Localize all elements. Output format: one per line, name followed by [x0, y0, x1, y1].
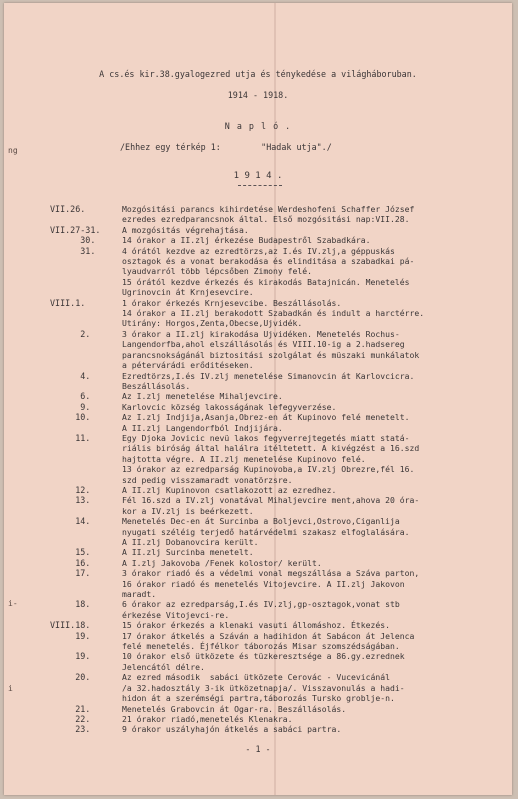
entry-line: Ugrinovcin át Krnjesevcire.	[122, 287, 254, 298]
entry-line: Menetelés Grabovcin át Ogar-ra. Beszállásolás.	[122, 703, 347, 714]
diary-entry	[50, 599, 512, 620]
entry-text	[122, 568, 512, 599]
diary-entry	[50, 329, 512, 371]
entry-line: Utirány: Horgos,Zenta,Obecse,Ujvidék.	[122, 318, 303, 329]
entry-date: VIII.1.	[50, 297, 86, 308]
entry-line: Az I.zlj menetelése Mihaljevcire.	[122, 391, 283, 402]
entry-line: Karlovcic község lakosságának lefegyverzése.	[122, 401, 337, 412]
entry-text	[122, 412, 512, 433]
entry-line: hajtotta végre. A II.zlj menetelése Kupinovo felé.	[122, 453, 366, 464]
entry-date: 22.	[50, 713, 91, 724]
entry-line: Langendorfba,ahol elszállásolás és VIII.10-ig a 2.hadsereg	[122, 339, 405, 350]
entry-line: A II.zlj Dobanovcira került.	[122, 537, 259, 547]
diary-entry	[50, 225, 512, 235]
entry-text	[122, 371, 512, 392]
diary-entry	[50, 485, 512, 495]
diary-entry	[50, 651, 512, 672]
entry-text	[122, 391, 512, 401]
entry-date: 30.	[50, 235, 96, 246]
entry-line: A mozgósitás végrehajtása.	[122, 224, 249, 235]
diary-entry	[50, 391, 512, 401]
entry-line: maradt.	[122, 589, 157, 600]
entry-date: 10.	[50, 412, 91, 423]
entry-text	[122, 235, 512, 245]
map-note: /Ehhez egy térkép 1: "Hadak utja"./	[120, 142, 332, 152]
entry-date: 20.	[50, 672, 91, 683]
entry-line: Jelencától délre.	[122, 661, 205, 672]
page-number: - 1 -	[245, 744, 271, 754]
entry-line: 16 órakor riadó és menetelés Vitojevcire. A II.zlj Jakovon	[122, 578, 405, 589]
diary-entry	[50, 620, 512, 630]
year-underline	[238, 185, 282, 186]
entry-date: 12.	[50, 484, 91, 495]
entry-text	[122, 620, 512, 630]
entry-line: A II.zlj Surcinba menetelt.	[122, 547, 254, 558]
diary-entry	[50, 204, 512, 225]
diary-entry	[50, 558, 512, 568]
entry-text	[122, 246, 512, 298]
entry-line: 3 órakor riadó és a védelmi vonal megszállása a Száva parton,	[122, 568, 420, 579]
entry-text	[122, 631, 512, 652]
entry-line: Mozgósitási parancs kihirdetése Werdeshofeni Schaffer József	[122, 204, 415, 214]
diary-entry	[50, 724, 512, 734]
entry-text	[122, 329, 512, 371]
entry-date: 18.	[50, 599, 91, 610]
entry-line: A II.zlj Kupinovon csatlakozott az ezredhez.	[122, 484, 337, 495]
entry-text	[122, 495, 512, 516]
entry-line: Menetelés Dec-en át Surcinba a Boljevci,Ostrovo,Ciganlija	[122, 516, 400, 527]
entry-date: 19.	[50, 651, 91, 662]
entry-date: 2.	[50, 328, 91, 339]
entry-line: A II.zlj Langendorfból Indjijára.	[122, 422, 283, 433]
diary-entry	[50, 547, 512, 557]
diary-entry	[50, 495, 512, 516]
entry-line: a pétervárádi erőditéseken.	[122, 360, 254, 371]
entry-date: 14.	[50, 516, 91, 527]
entry-date: 23.	[50, 724, 91, 735]
entry-line: érkezése Vitojevci-re.	[122, 609, 230, 620]
entry-text	[122, 225, 512, 235]
entry-date: 19.	[50, 630, 91, 641]
entry-line: 10 órakor első ütközete és tüzkeresztsége a 86.gy.ezrednek	[122, 651, 405, 662]
entry-text	[122, 714, 512, 724]
entry-line: Az I.zlj Indjija,Asanja,Obrez-en át Kupinovo felé menetelt.	[122, 412, 410, 423]
entry-line: 17 órakor átkelés a Száván a hadihidon át Sabácon át Jelenca	[122, 630, 415, 641]
entry-line: nyugati széléig terjedő határvédelmi szakasz elfoglalására.	[122, 526, 410, 537]
entry-line: parancsnokságánál biztositási szolgálat és müszaki munkálatok	[122, 349, 420, 360]
section-year: 1 9 1 4 .	[233, 171, 283, 181]
diary-entry	[50, 672, 512, 703]
diary-entry	[50, 298, 512, 329]
entry-line: 13 órakor az ezredparság Kupinovoba,a IV.zlj Obrezre,fél 16.	[122, 464, 415, 475]
entry-line: kor a IV.zlj is beérkezett.	[122, 505, 254, 516]
entry-date: 9.	[50, 401, 91, 412]
entry-line: Az ezred második sabáci ütközete Cerovác - Vucevicánál	[122, 672, 391, 683]
entry-line: 4 órától kezdve az ezredtörzs,az I.és IV.zlj,a géppuskás	[122, 245, 395, 256]
diary-entry	[50, 433, 512, 485]
entry-date: 13.	[50, 495, 91, 506]
entry-date: 17.	[50, 568, 91, 579]
diary-entry	[50, 714, 512, 724]
entry-text	[122, 651, 512, 672]
entry-line: 6 órakor az ezredparság,I.és IV.zlj,gp-osztagok,vonat stb	[122, 599, 400, 610]
document-label: N a p l ó .	[224, 121, 292, 131]
diary-entry	[50, 568, 512, 599]
entry-line: 15 órától kezdve érkezés és kirakodás Batajnicán. Menetelés	[122, 276, 410, 287]
entry-date: VII.26.	[50, 204, 86, 214]
margin-mark: i	[8, 684, 13, 693]
entry-text	[122, 704, 512, 714]
entry-text	[122, 433, 512, 485]
entry-line: hidon át a szerémségi partra,táborozás Tursko groblje-n.	[122, 693, 395, 704]
document-sheet	[4, 3, 512, 795]
entry-text	[122, 724, 512, 734]
entry-line: 3 órakor a II.zlj kirakodása Ujvidéken. Menetelés Rochus-	[122, 328, 400, 339]
document-years: 1914 - 1918.	[227, 90, 289, 100]
diary-entry	[50, 246, 512, 298]
entry-line: 1 órakor érkezés Krnjesevcibe. Beszállásolás.	[122, 297, 342, 308]
entry-line: lyaudvarról több lépcsőben Zimony felé.	[122, 266, 313, 277]
entry-text	[122, 558, 512, 568]
entry-line: /a 32.hadosztály 3-ik ütközetnapja/. Visszavonulás a hadi-	[122, 682, 405, 693]
document-title: A cs.és kir.38.gyalogezred utja és ténykedése a világháboruban.	[99, 69, 417, 79]
entry-text	[122, 547, 512, 557]
entry-text	[122, 485, 512, 495]
entry-text	[122, 672, 512, 703]
entry-line: 21 órakor riadó,menetelés Klenakra.	[122, 713, 293, 724]
entry-date: 15.	[50, 547, 91, 558]
entry-date: VIII.18.	[50, 620, 91, 631]
entry-line: 14 órakor a II.zlj berakodott Szabadkán és indult a harctérre.	[122, 308, 425, 319]
entry-line: felé menetelés. Éjfélkor táborozás Misar szomszédságában.	[122, 641, 400, 652]
entry-date: 6.	[50, 391, 91, 402]
entry-date: 4.	[50, 370, 91, 381]
entry-line: 14 órakor a II.zlj érkezése Budapestről Szabadkára.	[122, 235, 371, 246]
entry-line: riális biróság által halálra itéltetett. A kivégzést a 16.szd	[122, 443, 420, 454]
entry-date: 11.	[50, 432, 91, 443]
entry-line: 9 órakor uszályhajón átkelés a sabáci partra.	[122, 724, 342, 735]
entry-line: Egy Djoka Jovicic nevü lakos fegyverrejtegetés miatt statá-	[122, 432, 410, 443]
margin-mark: ng	[8, 146, 18, 155]
entry-text	[122, 599, 512, 620]
entry-line: osztagok és a vonat berakodása és elinditása a szabadkai pá-	[122, 256, 415, 267]
entry-date: VII.27-31.	[50, 224, 101, 235]
entry-line: ezredes ezredparancsnok által. Első mozgósitási nap:VII.28.	[122, 214, 410, 225]
entry-line: szd pedig visszamaradt vonatörzsre.	[122, 474, 293, 485]
entry-line: A I.zlj Jakovoba /Fenek kolostor/ került.	[122, 557, 322, 568]
entry-line: 15 órakor érkezés a klenaki vasuti állomáshoz. Étkezés.	[122, 620, 391, 631]
diary-entry	[50, 516, 512, 547]
diary-entry	[50, 371, 512, 392]
diary-entry	[50, 402, 512, 412]
entry-date: 16.	[50, 557, 91, 568]
diary-entry	[50, 412, 512, 433]
entry-text	[122, 402, 512, 412]
diary-entry	[50, 235, 512, 245]
entry-text	[122, 204, 512, 225]
entry-text	[122, 516, 512, 547]
entry-date: 21.	[50, 703, 91, 714]
diary-entry	[50, 631, 512, 652]
margin-mark: i-	[8, 599, 18, 608]
entry-line: Fél 16.szd a IV.zlj vonatával Mihaljevcire ment,ahova 20 óra-	[122, 495, 420, 506]
entry-date: 31.	[50, 245, 96, 256]
entry-line: Beszállásolás.	[122, 380, 191, 391]
diary-entry	[50, 704, 512, 714]
diary-entries	[50, 204, 512, 735]
entry-line: Ezredtörzs,I.és IV.zlj menetelése Simanovcin át Karlovcicra.	[122, 370, 415, 381]
entry-text	[122, 298, 512, 329]
